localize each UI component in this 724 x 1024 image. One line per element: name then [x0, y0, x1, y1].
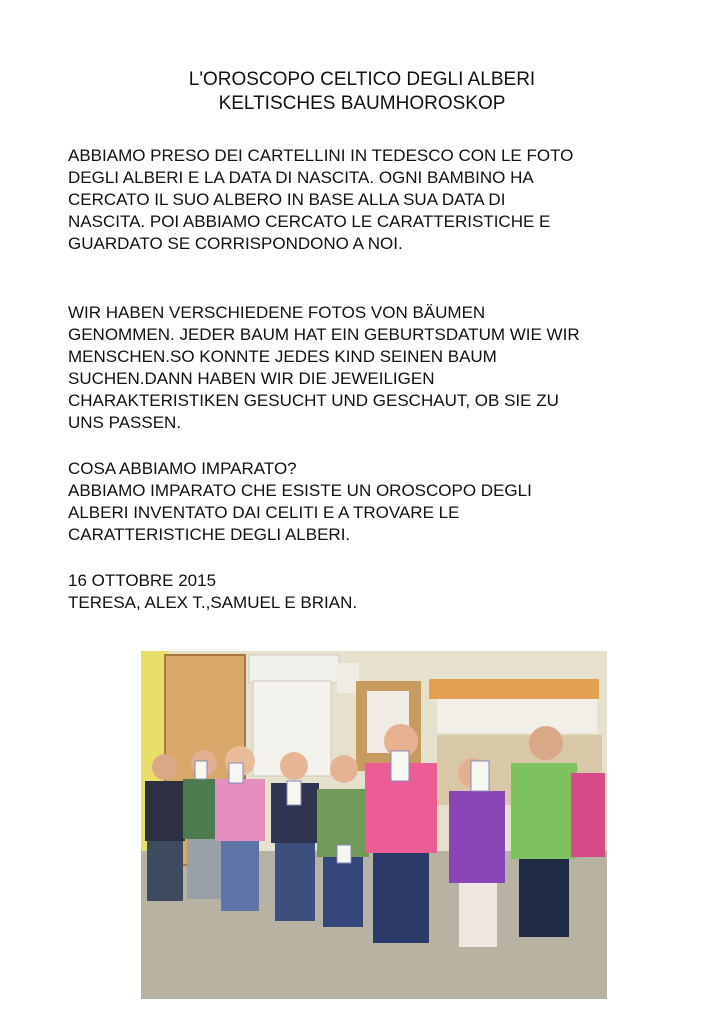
title-line-german: KELTISCHES BAUMHOROSKOP	[218, 93, 506, 114]
learned-question: COSA ABBIAMO IMPARATO?	[68, 459, 297, 478]
signature-block	[68, 570, 668, 614]
class-photo-illustration	[141, 651, 607, 999]
document-title	[0, 68, 724, 116]
learned-section	[68, 458, 668, 546]
paragraph-line: ALBERI INVENTATO DAI CELITI E A TROVARE LE	[68, 503, 460, 522]
paragraph-line: ABBIAMO PRESO DEI CARTELLINI IN TEDESCO CON LE FOTO	[68, 146, 574, 165]
paragraph-line: CARATTERISTICHE DEGLI ALBERI.	[68, 525, 351, 544]
paragraph-line: SUCHEN.DANN HABEN WIR DIE JEWEILIGEN	[68, 369, 435, 388]
paragraph-line: GUARDATO SE CORRISPONDONO A NOI.	[68, 234, 403, 253]
paragraph-line: WIR HABEN VERSCHIEDENE FOTOS VON BÄUMEN	[68, 303, 486, 322]
authors: TERESA, ALEX T.,SAMUEL E BRIAN.	[68, 593, 358, 612]
paragraph-line: DEGLI ALBERI E LA DATA DI NASCITA. OGNI BAMBINO HA	[68, 168, 534, 187]
paragraph-line: CHARAKTERISTIKEN GESUCHT UND GESCHAUT, OB SIE ZU	[68, 391, 559, 410]
paragraph-line: GENOMMEN. JEDER BAUM HAT EIN GEBURTSDATUM WIE WIR	[68, 325, 580, 344]
paragraph-line: CERCATO IL SUO ALBERO IN BASE ALLA SUA DATA DI	[68, 190, 506, 209]
paragraph-line: ABBIAMO IMPARATO CHE ESISTE UN OROSCOPO DEGLI	[68, 481, 532, 500]
italian-paragraph	[68, 145, 668, 255]
title-line-italian: L'OROSCOPO CELTICO DEGLI ALBERI	[188, 69, 536, 90]
class-photo	[141, 651, 607, 999]
paragraph-line: MENSCHEN.SO KONNTE JEDES KIND SEINEN BAUM	[68, 347, 497, 366]
date: 16 OTTOBRE 2015	[68, 571, 217, 590]
paragraph-line: NASCITA. POI ABBIAMO CERCATO LE CARATTERISTICHE E	[68, 212, 551, 231]
german-paragraph	[68, 302, 668, 434]
paragraph-line: UNS PASSEN.	[68, 413, 182, 432]
